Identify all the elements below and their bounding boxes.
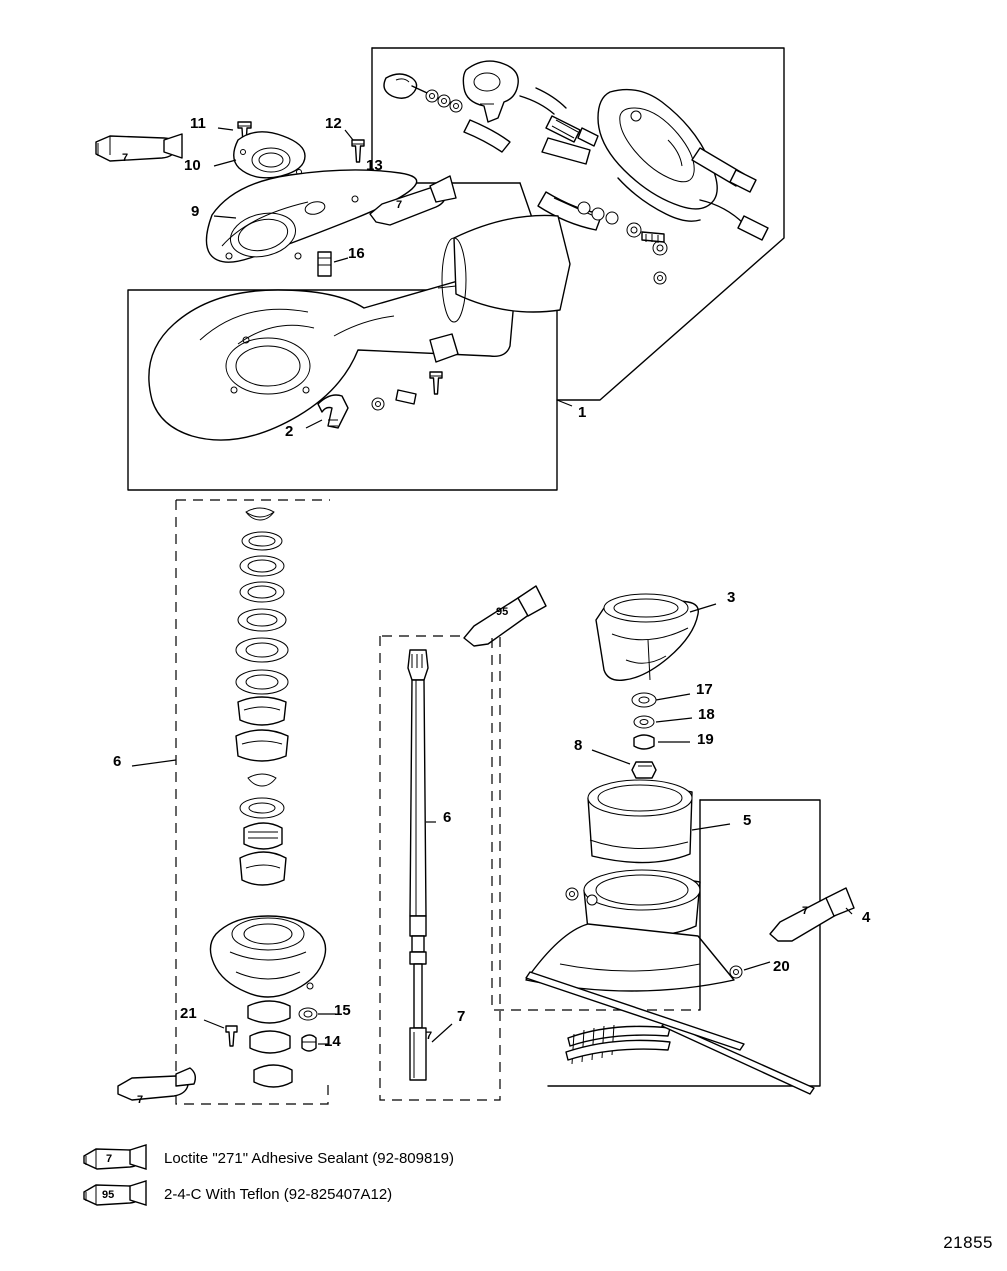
callout-12: 12	[325, 115, 342, 132]
teflon-tube-icon	[80, 1180, 150, 1208]
legend-row-loctite	[80, 1140, 640, 1176]
callout-17: 17	[696, 681, 713, 698]
tube-marker-95-driveshaft: 95	[496, 606, 509, 618]
tube-marker-7-near9: 7	[396, 199, 403, 211]
part-16-dowel	[318, 252, 331, 276]
legend-label-teflon: 2-4-C With Teflon (92-825407A12)	[164, 1185, 393, 1203]
bearing-seal-stack	[176, 500, 336, 1104]
callout-11: 11	[190, 115, 206, 132]
callout-16: 16	[348, 245, 365, 262]
callout-3: 3	[727, 589, 736, 606]
callout-4: 4	[862, 909, 871, 926]
legend-label-loctite: Loctite "271" Adhesive Sealant (92-809819)	[164, 1149, 455, 1167]
callout-5: 5	[743, 812, 752, 829]
callout-7-shaft: 7	[457, 1008, 466, 1025]
water-pump-group	[492, 594, 854, 1094]
callout-14: 14	[324, 1033, 341, 1050]
part-10-bracket	[234, 132, 305, 178]
legend-row-teflon	[80, 1176, 640, 1212]
tube-marker-7-shaft: 7	[426, 1030, 433, 1042]
legend	[80, 1140, 640, 1212]
callout-6-left: 6	[113, 753, 122, 770]
sealant-tube-7-topleft	[96, 134, 182, 161]
steering-linkage-group	[384, 61, 768, 284]
tube-marker-7-right: 7	[802, 905, 809, 917]
callout-18: 18	[698, 706, 715, 723]
callout-19: 19	[697, 731, 714, 748]
callout-6-shaft: 6	[443, 809, 452, 826]
callout-8: 8	[574, 737, 583, 754]
callout-9: 9	[191, 203, 200, 220]
part-12-screw	[352, 140, 364, 162]
drawing-number: 21855	[943, 1233, 993, 1252]
svg-text:95: 95	[102, 1189, 115, 1201]
callout-20: 20	[773, 958, 790, 975]
callout-2: 2	[285, 423, 294, 440]
sealant-tube-7-bottomleft	[118, 1068, 195, 1100]
callout-10: 10	[184, 157, 201, 174]
driveshaft-assembly	[380, 636, 500, 1100]
callout-13: 13	[366, 157, 383, 174]
svg-text:7: 7	[106, 1153, 113, 1165]
tube-marker-7-topleft: 7	[122, 152, 129, 164]
tube-marker-7-bottomleft: 7	[137, 1094, 144, 1106]
callout-1: 1	[578, 404, 587, 421]
callout-21: 21	[180, 1005, 197, 1022]
loctite-tube-icon	[80, 1144, 150, 1172]
callout-15: 15	[334, 1002, 351, 1019]
